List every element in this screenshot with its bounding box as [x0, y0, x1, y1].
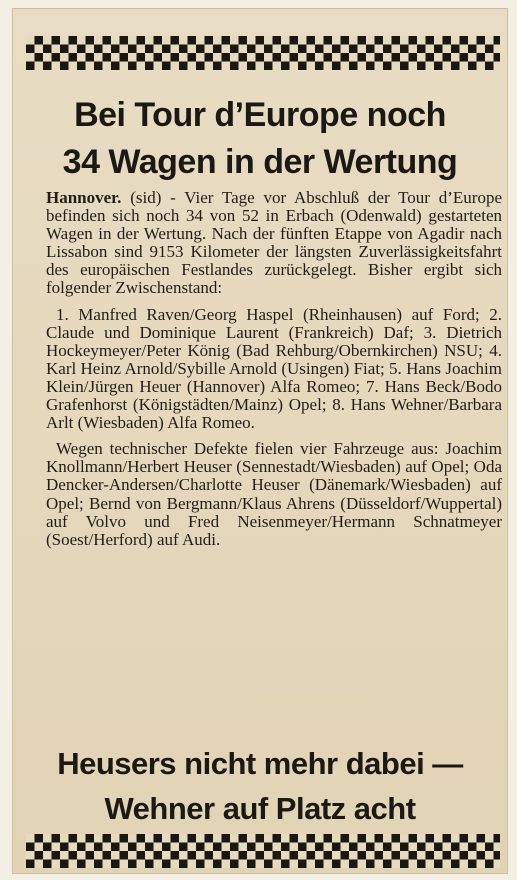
newspaper-clipping — [12, 8, 508, 874]
checkered-flag-border-top — [26, 36, 500, 70]
article-paragraph-intro — [46, 189, 502, 298]
headline-line-2: 34 Wagen in der Wertung — [62, 143, 458, 181]
dateline: Hannover. — [46, 188, 122, 207]
headline-line-1: Bei Tour d’Europe noch — [74, 96, 446, 134]
subheadline-line-2: Wehner auf Platz acht — [104, 791, 416, 826]
intro-text: (sid) - Vier Tage vor Abschluß der Tour d’Europe befinden sich noch 34 von 52 in Erbach (Odenwald) gestarteten Wagen in der Wertung. Nach der fünften Etappe von Agadir nach Lissabon sind 9153 Kilometer der längsten Zuverlässigkeitsfahrt des europäischen Festlandes zurückgelegt. Bisher ergibt sich folgender Zwischenstand: — [46, 188, 503, 298]
article-body — [46, 189, 502, 549]
subheadline-line-1: Heusers nicht mehr dabei — — [57, 746, 463, 781]
article-paragraph-standings: 1. Manfred Raven/Georg Haspel (Rheinhausen) auf Ford; 2. Claude und Dominique Laurent (Frankreich) Daf; 3. Dietrich Hockeymeyer/Peter König (Bad Rehburg/Obernkirchen) NSU; 4. Karl Heinz Arnold/Sybille Arnold (Usingen) Fiat; 5. Hans Joachim Klein/Jürgen Heuer (Hannover) Alfa Romeo; 7. Hans Beck/Bodo Grafenhorst (Königstädten/Mainz) Opel; 8. Hans Wehner/Barbara Arlt (Wiesbaden) Alfa Romeo. — [46, 304, 502, 433]
headline — [12, 92, 508, 186]
checkered-flag-border-bottom — [26, 834, 500, 868]
article-paragraph-retirements: Wegen technischer Defekte fielen vier Fahrzeuge aus: Joachim Knollmann/Herbert Heuser (Sennestadt/Wiesbaden) auf Opel; Oda Dencker-Andersen/Charlotte Heuser (Dänemark/Wiesbaden) auf Opel; Bernd von Bergmann/Klaus Ahrens (Düsseldorf/Wuppertal) auf Volvo und Fred Neisenmeyer/Hermann Schnatmeyer (Soest/Herford) auf Audi. — [46, 439, 502, 549]
subheadline — [12, 741, 508, 831]
